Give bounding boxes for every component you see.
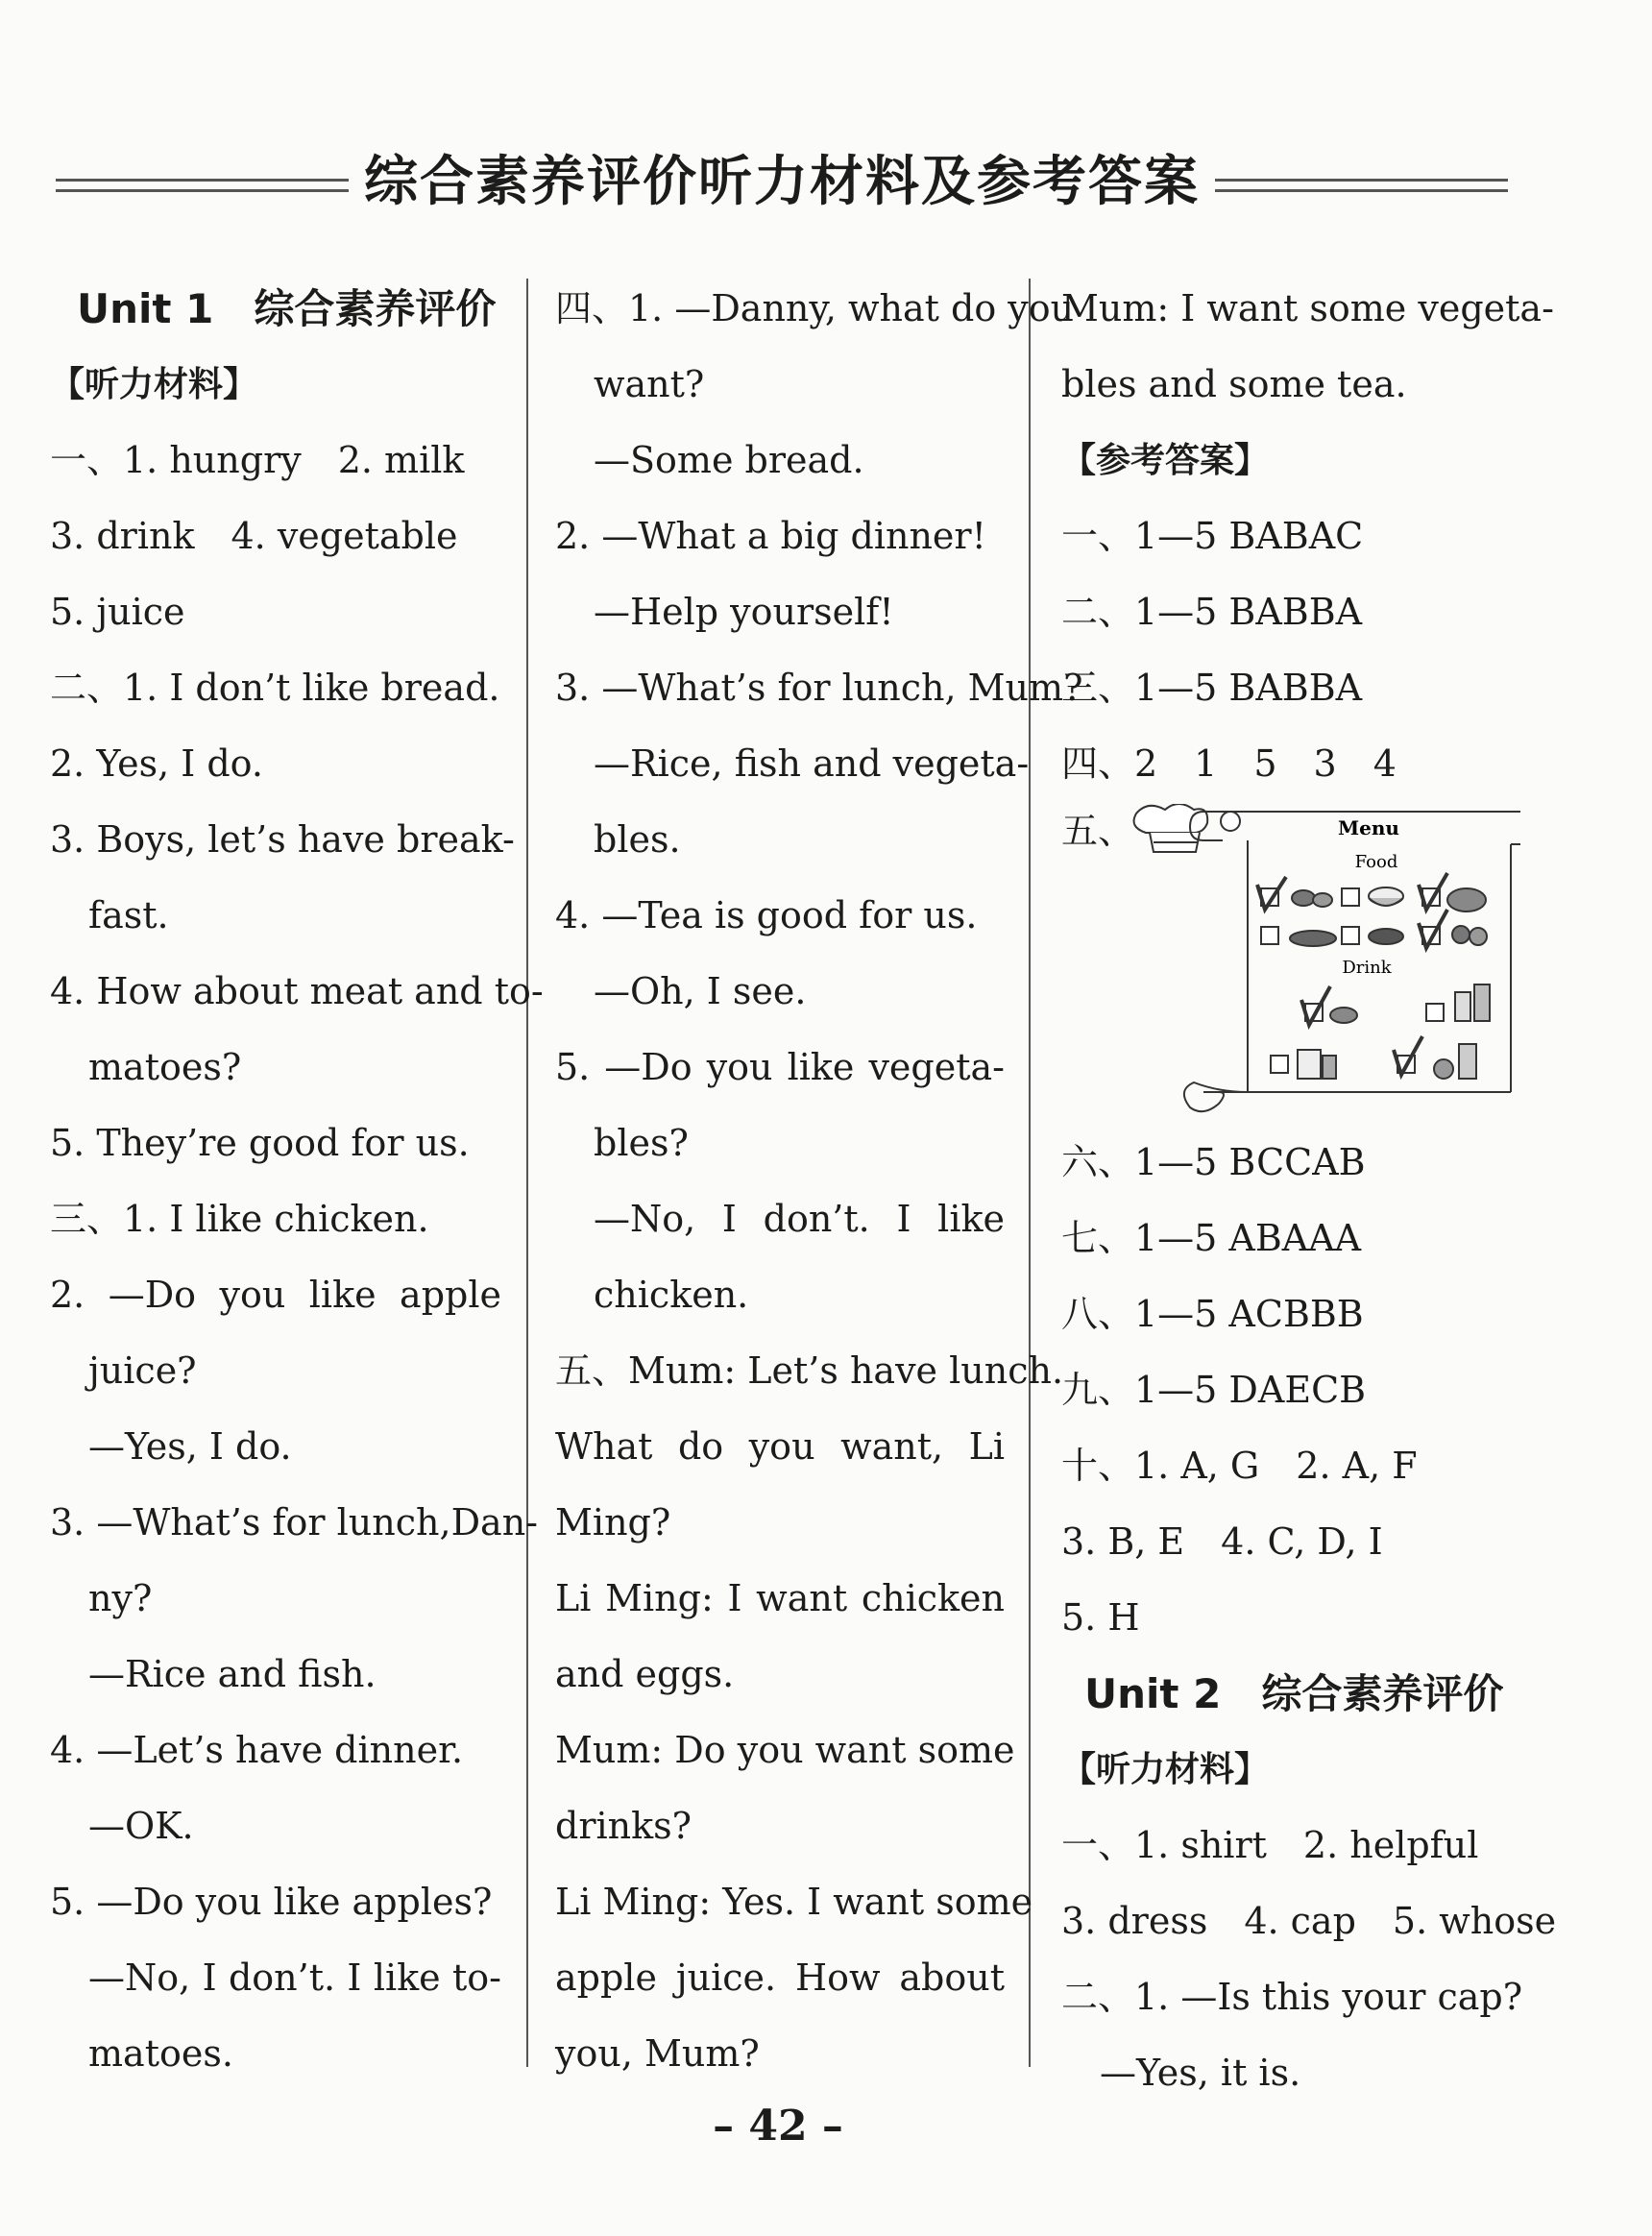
text-line: —Rice, fish and vegeta- [594,742,1030,785]
unit-1-heading: Unit 1 综合素养评价 [77,285,497,332]
text-line: —No, I don’t. I like [594,1198,1005,1240]
text-line: —No, I don’t. I like to- [88,1956,501,1999]
menu-illustration [1117,804,1520,1121]
text-line: apple juice. How about [555,1956,1005,1999]
text-line: Ming? [555,1501,671,1543]
answer-line: 5. H [1061,1596,1140,1639]
text-line: 二、1. —Is this your cap? [1061,1976,1523,2018]
answer-line: 四、2 1 5 3 4 [1061,742,1397,785]
text-line: 一、1. hungry 2. milk [50,439,465,481]
text-line: 5. juice [50,591,185,633]
text-line: juice? [88,1349,197,1392]
menu-prefix: 五、 [1061,810,1135,852]
unit-2-heading: Unit 2 综合素养评价 [1084,1670,1504,1717]
text-line: 4. —Let’s have dinner. [50,1729,464,1771]
text-line: 3. dress 4. cap 5. whose [1061,1900,1557,1942]
answer-line: 九、1—5 DAECB [1061,1369,1367,1411]
text-line: 2. Yes, I do. [50,742,263,785]
text-line: 5. —Do you like vegeta- [555,1046,1005,1088]
text-line: —Oh, I see. [594,970,807,1012]
text-line: —Some bread. [594,439,864,481]
title-row [56,144,1508,221]
answer-line: 七、1—5 ABAAA [1061,1217,1362,1259]
text-line: Mum: I want some vegeta- [1061,287,1554,329]
menu-food-label: Food [1354,852,1398,872]
text-line: fast. [88,894,169,936]
text-line: 5. —Do you like apples? [50,1881,493,1923]
column-2 [555,271,1083,2092]
text-line: 3. drink 4. vegetable [50,515,458,557]
text-line: 一、1. shirt 2. helpful [1061,1824,1479,1866]
food-item-vegetables [1419,910,1487,948]
page-number: – 42 – [713,2102,843,2151]
text-line: —OK. [88,1805,194,1847]
title-rule-right [1215,179,1508,192]
drink-item-juice [1426,984,1490,1021]
text-line: —Yes, it is. [1100,2052,1301,2094]
text-line: Mum: Do you want some [555,1729,1015,1771]
text-line: 2. —Do you like apple [50,1274,501,1316]
listening-heading: 【听力材料】 [50,365,258,404]
food-item-chicken [1419,873,1486,911]
menu-answer [1061,802,1513,1125]
answer-line: 一、1—5 BABAC [1061,515,1364,557]
text-line: What do you want, Li [555,1425,1005,1468]
text-line: drinks? [555,1805,692,1847]
page-title: 综合素养评价听力材料及参考答案 [364,151,1200,213]
food-item-bread [1257,877,1332,910]
text-line: want? [594,363,705,405]
answer-line: 六、1—5 BCCAB [1061,1141,1366,1183]
text-line: 3. —What’s for lunch, Mum? [555,667,1083,709]
text-line: —Help yourself! [594,591,894,633]
text-line: bles and some tea. [1061,363,1407,405]
answer-line: 十、1. A, G 2. A, F [1061,1445,1418,1487]
text-line: bles. [594,818,681,861]
text-line: 3. —What’s for lunch,Dan- [50,1501,539,1543]
text-line: matoes? [88,1046,242,1088]
text-line: and eggs. [555,1653,735,1695]
food-item-meat [1342,927,1403,944]
answer-line: 八、1—5 ACBBB [1061,1293,1364,1335]
food-item-fish [1261,927,1336,946]
drink-item-tea [1301,986,1357,1025]
menu-drink-label: Drink [1342,958,1392,978]
drink-item-milk [1271,1050,1336,1079]
menu-title: Menu [1338,816,1399,839]
text-line: 2. —What a big dinner! [555,515,986,557]
answer-line: 三、1—5 BABBA [1061,667,1363,709]
text-line: 二、1. I don’t like bread. [50,667,500,709]
text-line: Li Ming: I want chicken [555,1577,1005,1619]
column-divider [1029,279,1031,2067]
column-3 [1061,271,1557,2111]
answers-heading: 【参考答案】 [1061,441,1270,480]
column-1 [50,271,544,2092]
listening-heading: 【听力材料】 [1061,1750,1270,1789]
text-line: 五、Mum: Let’s have lunch. [555,1349,1064,1392]
text-line: 3. Boys, let’s have break- [50,818,515,861]
answer-line: 二、1—5 BABBA [1061,591,1363,633]
text-line: Li Ming: Yes. I want some [555,1881,1033,1923]
text-line: —Yes, I do. [88,1425,292,1468]
drink-item-apple-juice [1394,1036,1476,1079]
text-line: 三、1. I like chicken. [50,1198,429,1240]
column-divider [526,279,528,2067]
text-line: matoes. [88,2032,233,2075]
answer-line: 3. B, E 4. C, D, I [1061,1520,1383,1563]
text-line: 4. How about meat and to- [50,970,544,1012]
food-item-rice [1342,887,1403,906]
text-line: ny? [88,1577,153,1619]
text-line: chicken. [594,1274,749,1316]
text-line: 四、1. —Danny, what do you [555,287,1075,329]
text-line: 5. They’re good for us. [50,1122,470,1164]
chef-hat-icon [1134,804,1208,852]
text-line: 4. —Tea is good for us. [555,894,978,936]
text-line: you, Mum? [555,2032,760,2075]
text-line: —Rice and fish. [88,1653,377,1695]
text-line: bles? [594,1122,689,1164]
